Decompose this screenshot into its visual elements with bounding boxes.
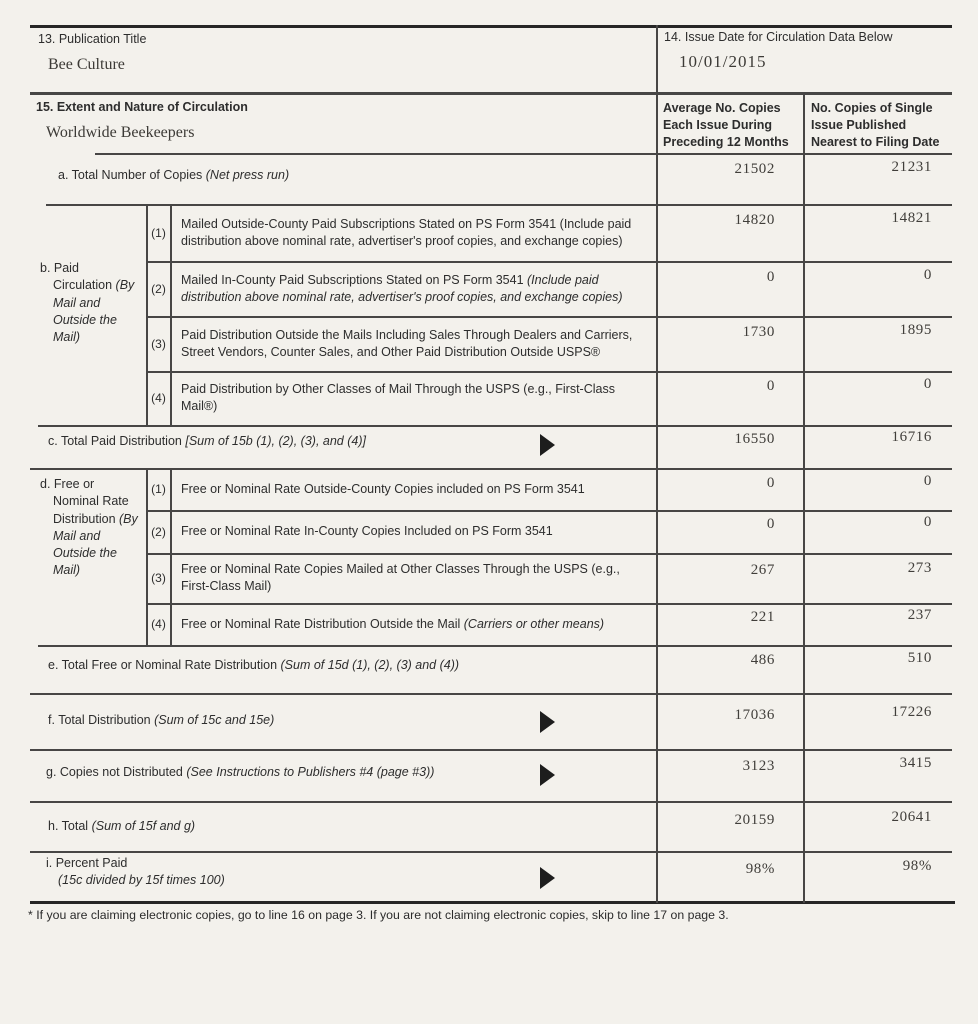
arrow-right-icon (540, 764, 555, 786)
column-header-single-issue: No. Copies of Single Issue Published Nearest to Filing Date (811, 101, 940, 149)
row-e-label (48, 657, 459, 674)
label-text: f. Total Distribution (48, 713, 155, 727)
row-b2-single-value: 0 (923, 267, 932, 283)
row-h-label (48, 818, 195, 835)
row-a-avg-value: 21502 (734, 161, 775, 177)
row-i-label: i. Percent Paid (46, 856, 128, 870)
row-b4-avg-value: 0 (766, 378, 775, 394)
row-b4-number: (4) (151, 391, 166, 405)
row-d3-avg-value: 267 (750, 562, 775, 578)
row-d2-description (181, 510, 636, 553)
row-b1-number: (1) (151, 225, 166, 240)
field-13-label: 13. Publication Title (38, 32, 147, 46)
grid-line (30, 25, 952, 28)
label-text: h. Total (48, 819, 92, 833)
label-italic: (Sum of 15c and 15e) (154, 713, 275, 727)
label-text: b. Paid Circulation (40, 261, 116, 293)
description-text (181, 561, 636, 595)
label-text: Paid Distribution by Other Classes of Mail Through the USPS (e.g., First-Class Mail®) (181, 382, 615, 413)
row-d4-avg-value: 221 (750, 609, 775, 625)
label-italic: (Include paid distribution above nominal rate, advertiser's proof copies, and exchange copies) (181, 272, 623, 304)
label-text: Free or Nominal Rate Copies Mailed at Other Classes Through the USPS (e.g., First-Class Mail) (181, 562, 620, 593)
label-text: Free or Nominal Rate Distribution Outside the Mail (181, 616, 464, 631)
description-text (181, 272, 636, 306)
label-italic: [Sum of 15b (1), (2), (3), and (4)] (185, 434, 366, 448)
footnote: * If you are claiming electronic copies, go to line 16 on page 3. If you are not claiming electronic copies, skip to line 17 on page 3. (28, 908, 729, 922)
description-text (181, 381, 636, 415)
row-b-group-label (40, 204, 138, 425)
column-header-average-copies: Average No. Copies Each Issue During Preceding 12 Months (663, 101, 789, 149)
description-text (181, 481, 585, 498)
row-b1-avg-value: 14820 (734, 212, 775, 228)
row-d2-avg-value: 0 (766, 516, 775, 532)
grid-line (30, 92, 952, 95)
row-a-single-value: 21231 (891, 159, 932, 175)
row-a-label (58, 167, 289, 184)
description-text (181, 616, 604, 633)
row-d2-number: (2) (151, 524, 166, 539)
grid-line (30, 851, 952, 853)
grid-line (38, 645, 952, 647)
row-d4-description (181, 603, 636, 645)
row-d3-number: (3) (151, 571, 166, 585)
row-d1-number: (1) (151, 482, 166, 496)
label-italic: (Sum of 15f and g) (91, 819, 196, 833)
grid-line (30, 749, 952, 751)
row-c-single-value: 16716 (891, 429, 932, 445)
row-d3-description (181, 553, 636, 603)
row-b1-description (181, 204, 636, 261)
row-f-single-value: 17226 (891, 704, 932, 720)
row-b2-description (181, 261, 636, 316)
issue-date-value: 10/01/2015 (679, 52, 767, 71)
row-g-label (46, 764, 434, 781)
row-d1-description (181, 468, 636, 510)
arrow-right-icon (540, 434, 555, 456)
row-h-avg-value: 20159 (734, 812, 775, 828)
label-text: a. Total Number of Copies (58, 168, 206, 182)
label-text: c. Total Paid Distribution (48, 434, 186, 448)
row-g-single-value: 3415 (899, 755, 932, 771)
label-text: Free or Nominal Rate In-County Copies Included on PS Form 3541 (181, 524, 553, 539)
row-b4-description (181, 371, 636, 425)
row-d4-single-value: 237 (907, 607, 932, 623)
publication-title-value: Bee Culture (48, 56, 125, 73)
row-b3-description (181, 316, 636, 371)
label-text: Paid Distribution Outside the Mails Including Sales Through Dealers and Carriers, Street Vendors, Counter Sales, and Other Paid Distribution Outside USPS® (181, 327, 633, 359)
label-italic: (By Mail and Outside the Mail) (53, 278, 135, 344)
arrow-right-icon (540, 867, 555, 889)
label-text: g. Copies not Distributed (46, 765, 187, 779)
row-g-avg-value: 3123 (742, 758, 775, 774)
description-text (181, 216, 636, 250)
row-d1-single-value: 0 (923, 473, 932, 489)
label-text: Mailed Outside-County Paid Subscriptions Stated on PS Form 3541 (Include paid distribution above nominal rate, advertiser's proof copies, and exchange copies) (181, 216, 632, 248)
grid-line (30, 801, 952, 803)
label-italic: (See Instructions to Publishers #4 (page #3)) (186, 765, 435, 779)
row-b2-avg-value: 0 (766, 269, 775, 285)
row-i-avg-value: 98% (745, 861, 775, 877)
row-f-label (48, 712, 274, 729)
field-15-label: 15. Extent and Nature of Circulation (36, 100, 248, 114)
row-f-avg-value: 17036 (734, 707, 775, 723)
row-d4-number: (4) (151, 617, 166, 631)
grid-line (30, 693, 952, 695)
label-italic: (Carriers or other means) (463, 616, 605, 631)
grid-line (30, 901, 955, 904)
row-d3-single-value: 273 (907, 560, 932, 576)
row-b3-avg-value: 1730 (742, 324, 775, 340)
row-b2-number: (2) (151, 281, 166, 296)
arrow-right-icon (540, 711, 555, 733)
label-text: e. Total Free or Nominal Rate Distribution (48, 658, 281, 672)
field-14-label: 14. Issue Date for Circulation Data Below (664, 30, 893, 44)
nature-of-circulation-value: Worldwide Beekeepers (46, 124, 195, 141)
row-d-group-label (40, 468, 138, 645)
label-italic: (Sum of 15d (1), (2), (3) and (4)) (280, 658, 460, 672)
label-text: d. Free or Nominal Rate Distribution (40, 477, 129, 526)
row-c-label (48, 433, 366, 450)
row-e-avg-value: 486 (750, 652, 775, 668)
row-b3-number: (3) (151, 336, 166, 351)
row-d2-single-value: 0 (923, 514, 932, 530)
row-h-single-value: 20641 (891, 809, 932, 825)
label-italic: (Net press run) (205, 168, 290, 182)
description-text (181, 327, 636, 361)
label-text: Free or Nominal Rate Outside-County Copies included on PS Form 3541 (181, 481, 585, 496)
grid-line (95, 153, 952, 155)
row-i-label-italic: (15c divided by 15f times 100) (58, 873, 225, 887)
row-b4-single-value: 0 (923, 376, 932, 392)
description-text (181, 523, 553, 540)
label-text: Mailed In-County Paid Subscriptions Stated on PS Form 3541 (181, 272, 528, 287)
row-e-single-value: 510 (907, 650, 932, 666)
row-b1-single-value: 14821 (891, 210, 932, 226)
row-c-avg-value: 16550 (734, 431, 775, 447)
row-b3-single-value: 1895 (899, 322, 932, 338)
grid-line (38, 425, 952, 427)
row-d1-avg-value: 0 (766, 475, 775, 491)
label-italic: (By Mail and Outside the Mail) (53, 511, 138, 578)
row-i-single-value: 98% (902, 858, 932, 874)
